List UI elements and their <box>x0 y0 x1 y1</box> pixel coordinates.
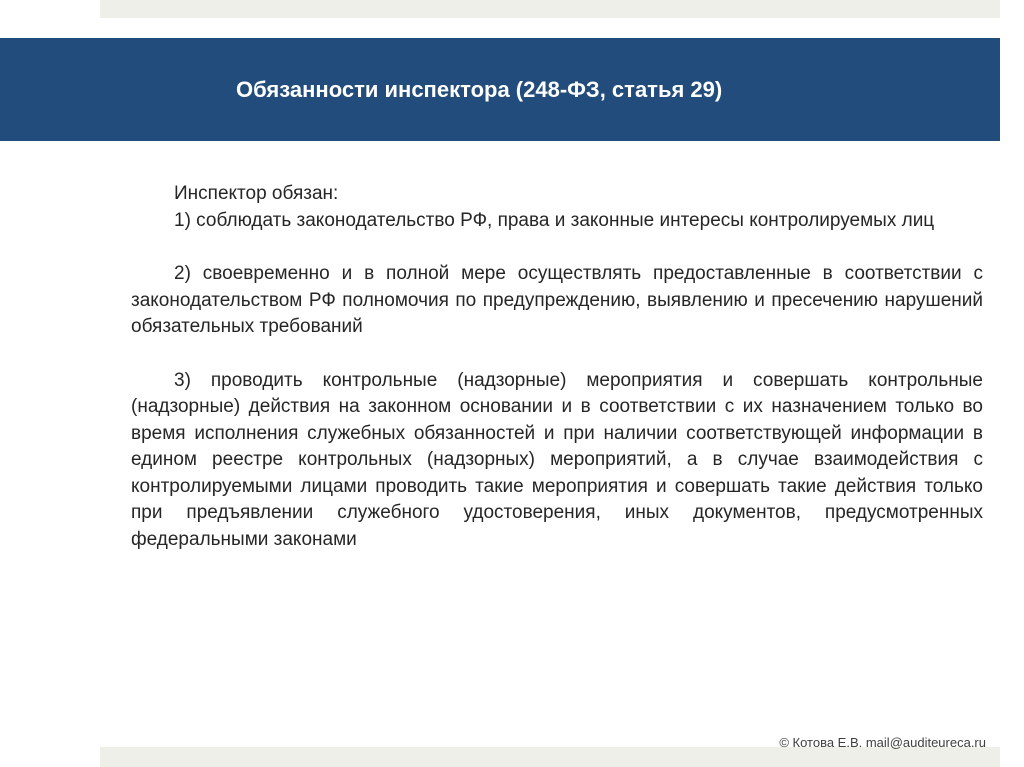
paragraph-gap <box>131 341 983 368</box>
slide-title: Обязанности инспектора (248-ФЗ, статья 29) <box>236 77 723 102</box>
paragraph-gap <box>131 234 983 261</box>
intro-text: Инспектор обязан: <box>174 183 339 204</box>
duty-item-2: 2) своевременно и в полной мере осуществлять предоставленные в соответствии с законодательством РФ полномочия по предупреждению, выявлению и пресечению нарушений обязательных требований <box>131 263 983 337</box>
duty-item-1: 1) соблюдать законодательство РФ, права и законные интересы контролируемых лиц <box>174 209 935 231</box>
top-decorative-strip <box>100 0 1000 18</box>
slide-body <box>131 181 983 553</box>
footer-copyright: © Котова Е.В. mail@auditeureca.ru <box>779 735 986 750</box>
duty-item-3: 3) проводить контрольные (надзорные) мероприятия и совершать контрольные (надзорные) действия на законном основании и в соответствии с их назначением только во время исполнения служебных обязанностей и при наличии соответствующей информации в едином реестре контрольных (надзорных) мероприятий, а в случае взаимодействия с контролируемыми лицами проводить такие мероприятия и совершать такие действия только при предъявлении служебного удостоверения, иных документов, предусмотренных федеральными законами <box>131 369 983 550</box>
